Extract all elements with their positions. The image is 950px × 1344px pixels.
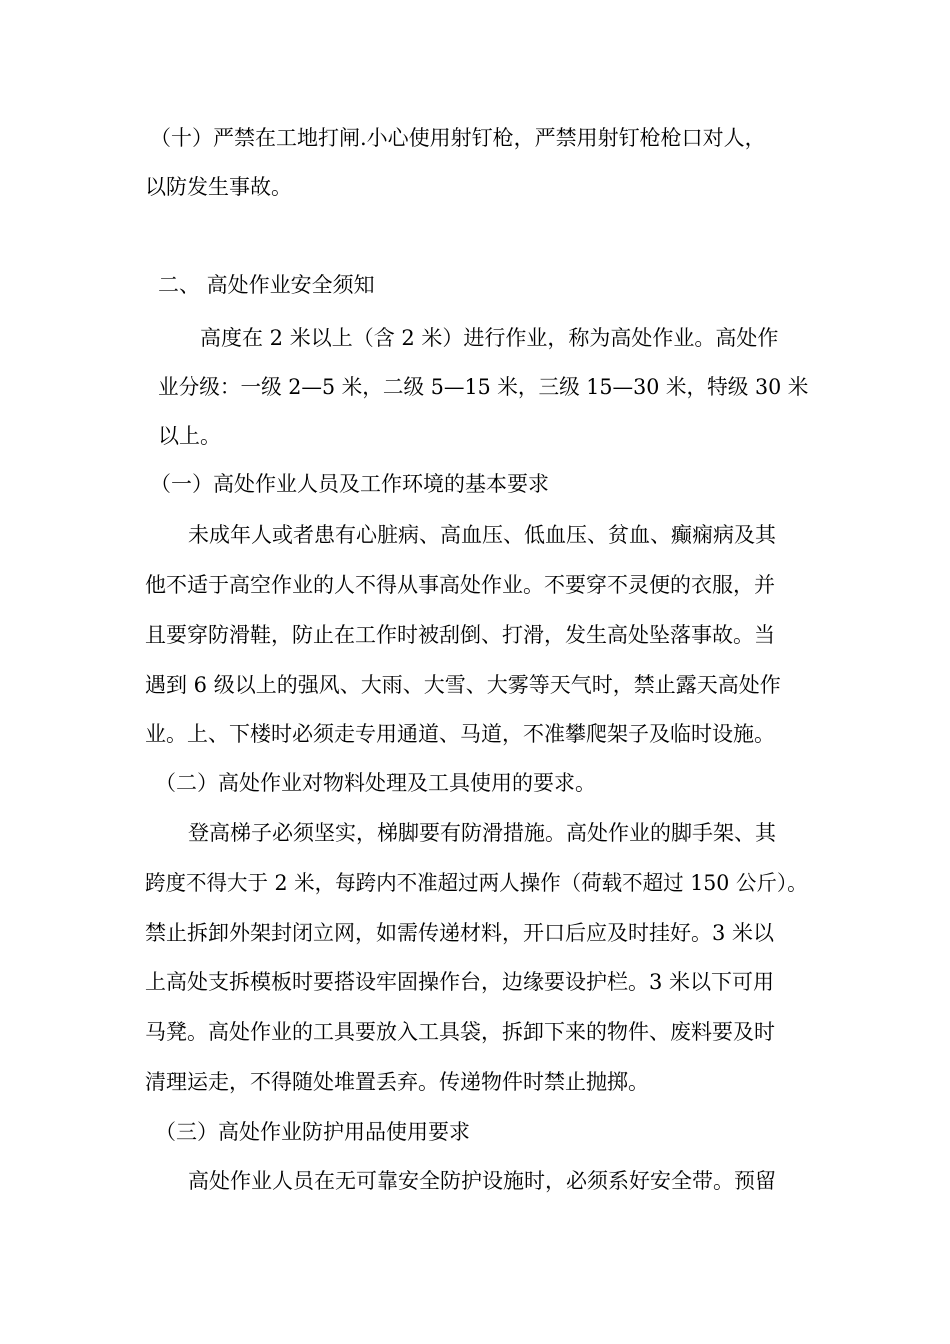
section-two-heading: 二、 高处作业安全须知 (158, 273, 375, 297)
sub-two-body-line-5: 马凳。高处作业的工具要放入工具袋，拆卸下来的物件、废料要及时 (145, 1020, 775, 1044)
definition-line-1: 高度在 2 米以上（含 2 米）进行作业，称为高处作业。高处作 (200, 326, 779, 350)
sub-one-body-line-1: 未成年人或者患有心脏病、高血压、低血压、贫血、癫痫病及其 (188, 523, 776, 547)
sub-two-body-line-2: 跨度不得大于 2 米，每跨内不准超过两人操作（荷载不超过 150 公斤）。 (145, 871, 808, 895)
sub-one-body-line-5: 业。上、下楼时必须走专用通道、马道，不准攀爬架子及临时设施。 (145, 722, 775, 746)
sub-three-body-line-1: 高处作业人员在无可靠安全防护设施时，必须系好安全带。预留 (188, 1169, 776, 1193)
sub-two-body-line-4: 上高处支拆模板时要搭设牢固操作台，边缘要设护栏。3 米以下可用 (145, 970, 775, 994)
sub-one-body-line-4: 遇到 6 级以上的强风、大雨、大雪、大雾等天气时，禁止露天高处作 (145, 673, 781, 697)
item-ten-line-2: 以防发生事故。 (145, 175, 292, 199)
definition-line-2: 业分级：一级 2—5 米，二级 5—15 米，三级 15—30 米，特级 30 米 (158, 375, 809, 399)
sub-two-heading: （二）高处作业对物料处理及工具使用的要求。 (155, 771, 596, 795)
sub-two-body-line-1: 登高梯子必须坚实，梯脚要有防滑措施。高处作业的脚手架、其 (188, 821, 776, 845)
definition-line-3: 以上。 (158, 424, 221, 448)
sub-two-body-line-6: 清理运走，不得随处堆置丢弃。传递物件时禁止抛掷。 (145, 1070, 649, 1094)
sub-one-body-line-2: 他不适于高空作业的人不得从事高处作业。不要穿不灵便的衣服，并 (145, 573, 775, 597)
sub-one-body-line-3: 且要穿防滑鞋，防止在工作时被刮倒、打滑，发生高处坠落事故。当 (145, 623, 775, 647)
item-ten-line-1: （十）严禁在工地打闸.小心使用射钉枪，严禁用射钉枪枪口对人， (150, 126, 766, 150)
sub-three-heading: （三）高处作业防护用品使用要求 (155, 1120, 470, 1144)
sub-two-body-line-3: 禁止拆卸外架封闭立网，如需传递材料，开口后应及时挂好。3 米以 (145, 921, 775, 945)
sub-one-heading: （一）高处作业人员及工作环境的基本要求 (150, 472, 549, 496)
